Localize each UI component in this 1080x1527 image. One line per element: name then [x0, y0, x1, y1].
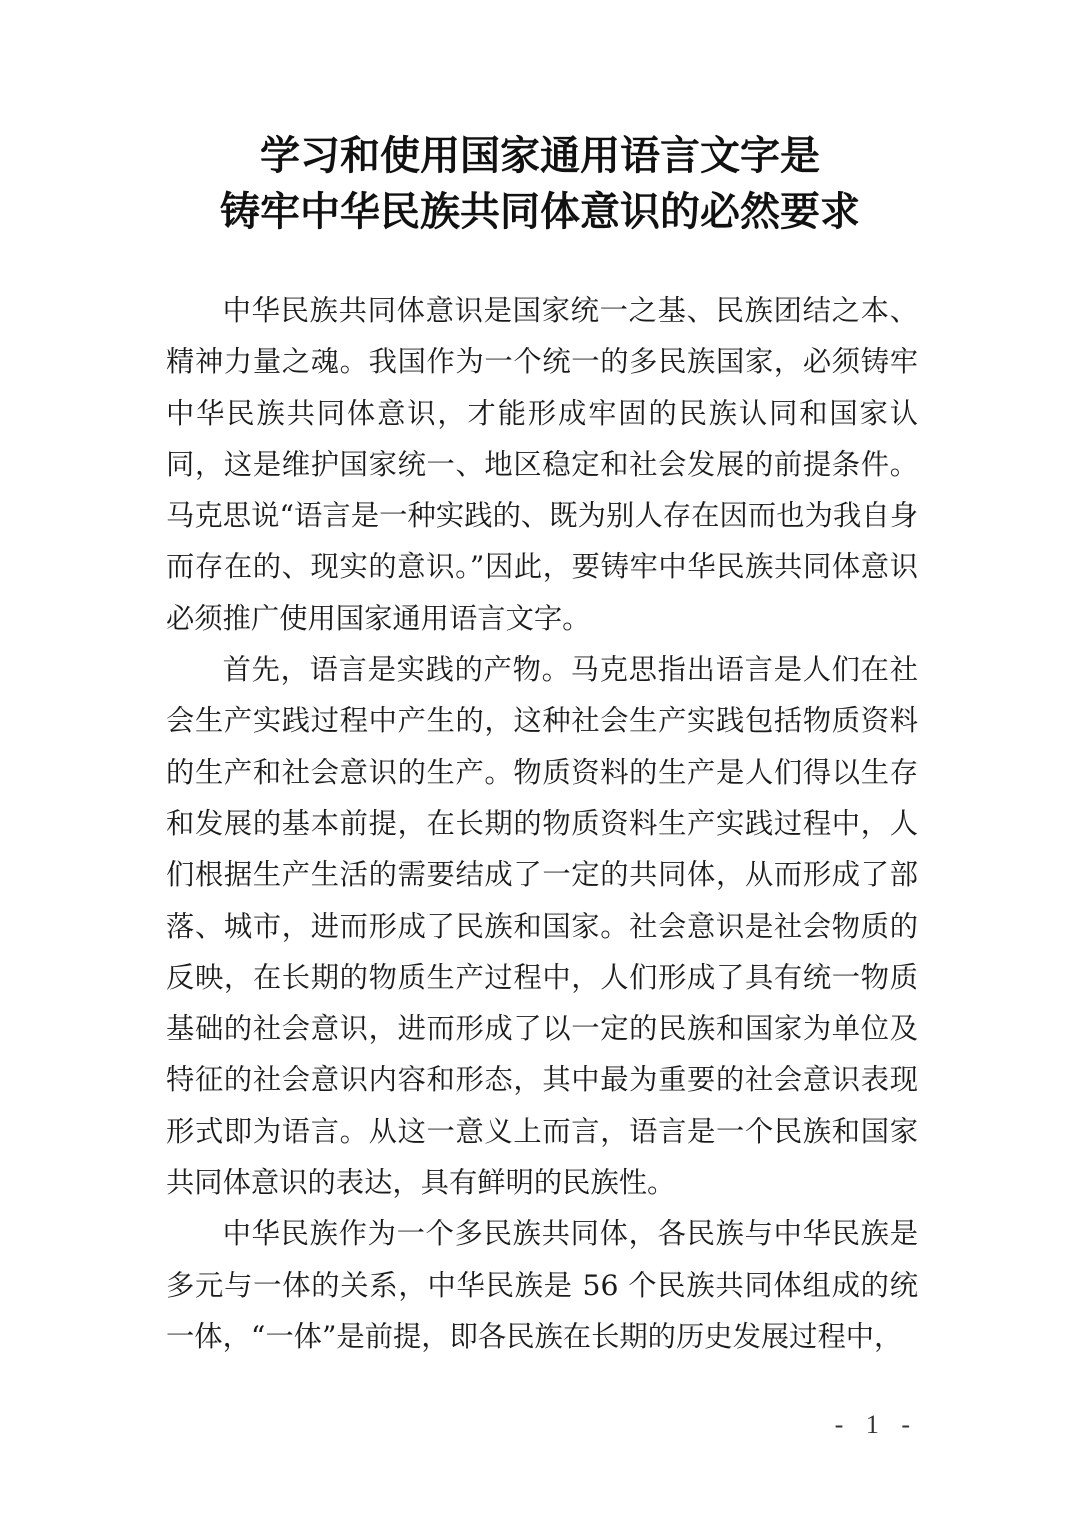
- document-body: [166, 285, 918, 1362]
- page-number: - 1 -: [834, 1410, 918, 1439]
- paragraph-2: 首先，语言是实践的产物。马克思指出语言是人们在社会生产实践过程中产生的，这种社会生产实践包括物质资料的生产和社会意识的生产。物质资料的生产是人们得以生存和发展的基本前提，在长期的物质资料生产实践过程中，人们根据生产生活的需要结成了一定的共同体，从而形成了部落、城市，进而形成了民族和国家。社会意识是社会物质的反映，在长期的物质生产过程中，人们形成了具有统一物质基础的社会意识，进而形成了以一定的民族和国家为单位及特征的社会意识内容和形态，其中最为重要的社会意识表现形式即为语言。从这一意义上而言，语言是一个民族和国家共同体意识的表达，具有鲜明的民族性。: [166, 653, 918, 1200]
- paragraph-3: 中华民族作为一个多民族共同体，各民族与中华民族是多元与一体的关系，中华民族是 56 个民族共同体组成的统一体，“一体”是前提，即各民族在长期的历史发展过程中，: [166, 1217, 918, 1353]
- paragraph-1: 中华民族共同体意识是国家统一之基、民族团结之本、精神力量之魂。我国作为一个统一的多民族国家，必须铸牢中华民族共同体意识，才能形成牢固的民族认同和国家认同，这是维护国家统一、地区稳定和社会发展的前提条件。马克思说“语言是一种实践的、既为别人存在因而也为我自身而存在的、现实的意识。”因此，要铸牢中华民族共同体意识必须推广使用国家通用语言文字。: [166, 294, 918, 635]
- title-line-1: 学习和使用国家通用语言文字是: [260, 132, 820, 179]
- title-line-2: 铸牢中华民族共同体意识的必然要求: [220, 188, 860, 235]
- document-title: [0, 128, 1080, 240]
